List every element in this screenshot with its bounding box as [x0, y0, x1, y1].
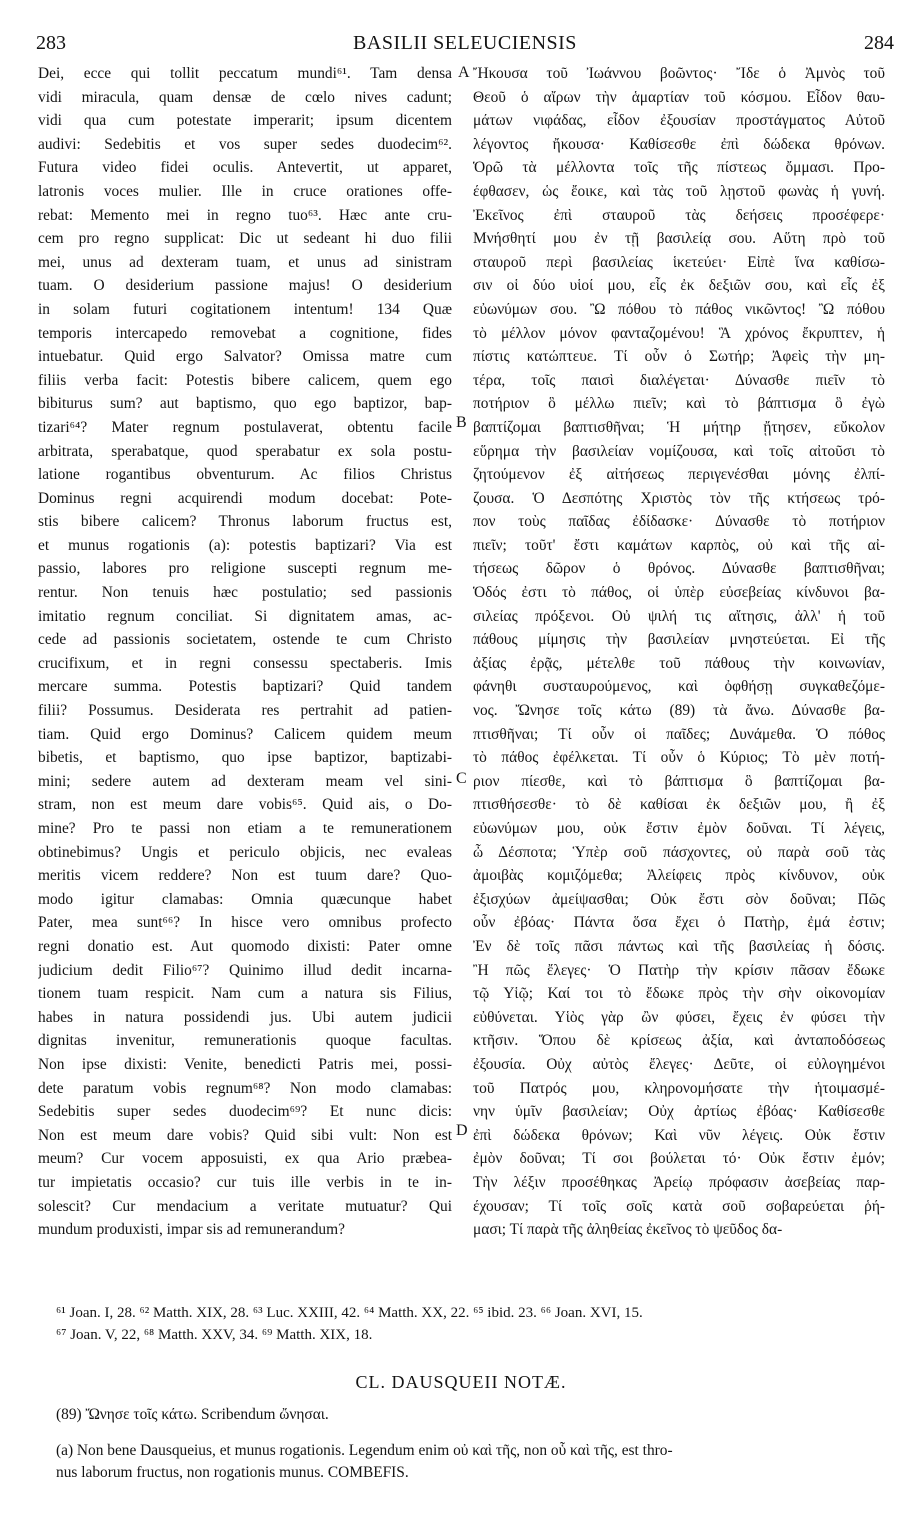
greek-text-line: ἐπὶ δώδεκα θρόνων; Καὶ νῦν λέγεις. Οὐκ ἔστιν	[473, 1126, 885, 1144]
latin-text-line: mundum produxisti, impar sis ad remunerandum?	[38, 1221, 345, 1239]
greek-text-line: Ὁδός ἐστι τὸ πάθος, οἱ ὑπὲρ εὐσεβείας κίνδυνοι βα-	[473, 584, 885, 602]
greek-text-line: πίστις κατώπτευε. Τί οὖν ὁ Σωτήρ; Ἀφεὶς τὴν μη-	[473, 348, 885, 366]
latin-text-line: in solam futuri cogitationem intentum! 134 Quæ	[38, 300, 452, 318]
latin-text-line: stis bibere calicem? Thronus laborum fructus est,	[38, 513, 452, 531]
footnote-line: ⁶⁷ Joan. V, 22, ⁶⁸ Matth. XXV, 34. ⁶⁹ Matth. XIX, 18.	[56, 1327, 373, 1343]
latin-text-line: dignitas invenitur, remunerationis quoque facultas.	[38, 1032, 452, 1050]
greek-text-line: ἀμοιβὰς κομιζόμεθα; Ἀλείφεις πρὸς κίνδυνον, οὐκ	[473, 867, 885, 885]
latin-text-line: Non ipse dixisti: Venite, benedicti Patris mei, possi-	[38, 1055, 452, 1073]
latin-text-line: Sedebitis super sedes duodecim⁶⁹? Et nunc dicis:	[38, 1103, 452, 1121]
greek-text-line: σιλείας πρόξενοι. Οὐ ψιλή τις αἴτησις, ἀλλ' ἡ τοῦ	[473, 607, 885, 625]
greek-text-line: τὸ μέλλον μόνον φανταζομένου! Ἃ χρόνος ἔκρυπτεν, ἡ	[473, 324, 885, 342]
greek-text-line: εὐωνύμων σου. Ὢ πόθου τὸ πάθος νικῶντος! Ὢ πόθου	[473, 300, 885, 318]
latin-text-line: Non est meum dare vobis? Quid sibi vult: Non est	[38, 1126, 452, 1144]
section-marker-b: B	[456, 414, 467, 431]
greek-text-line: τὸ πάθος ἐφέλκεται. Τί οὖν ὁ Κύριος; Τὸ μὲν ποτή-	[473, 749, 885, 767]
latin-text-line: vidi miracula, quam densæ de cœlo nives cadunt;	[38, 88, 452, 106]
latin-text-line: cem pro regno supplicat: Dic ut sedeant hi duo filii	[38, 230, 452, 248]
latin-text-line: cede ad passionis societatem, ostende te cum Christo	[38, 631, 452, 649]
greek-text-line: φάνηθι συσταυρούμενος, καὶ ὀφθήσῃ συγκαθεζόμε-	[473, 678, 885, 696]
greek-text-line: βαπτίζομαι βαπτισθῆναι; Ἡ μήτηρ ᾔτησεν, εὔκολον	[473, 418, 885, 436]
latin-text-line: imitatio regnum conciliat. Si dignitatem amas, ac-	[38, 607, 452, 625]
greek-text-line: τέρα, τοῖς παισὶ διαλέγεται· Δύνασθε πιεῖν τὸ	[473, 371, 885, 389]
latin-text-line: mercare summa. Potestis baptizari? Quid tandem	[38, 678, 452, 696]
section-marker-c: C	[456, 770, 467, 787]
page-number-right: 284	[864, 32, 894, 54]
greek-text-line: σιν οἱ δύο υἱοί μου, εἷς ἐκ δεξιῶν σου, καὶ εἷς ἐξ	[473, 277, 885, 295]
latin-text-line: audivi: Sedebitis et vos super sedes duodecim⁶².	[38, 135, 452, 153]
greek-text-line: τήσεως δῶρον ὁ θρόνος. Δύνασθε βαπτισθῆναι;	[473, 560, 885, 578]
note-a-line: nus laborum fructus, non rogationis munus. COMBEFIS.	[56, 1464, 409, 1481]
greek-text-line: πιεῖν; τοῦτ' ἔστι καμάτων καρπὸς, οὐ καὶ τῆς αἰ-	[473, 536, 885, 554]
latin-text-line: temporis intercapedo removebat a cognitione, fides	[38, 324, 452, 342]
latin-text-line: rentur. Non tenuis hæc postulatio; sed passionis	[38, 584, 452, 602]
latin-text-line: dete paratum vobis regnum⁶⁸? Non modo clamabas:	[38, 1079, 452, 1097]
latin-text-line: arbitrata, sperabatque, quod sperabatur ex sola postu-	[38, 442, 452, 460]
greek-text-line: ριον πίεσθε, καὶ τὸ βάπτισμα ὃ βαπτίζομαι βα-	[473, 772, 885, 790]
greek-text-line: ἐξουσία. Οὐχ αὐτὸς ἔλεγες· Δεῦτε, οἱ εὐλογημένοι	[473, 1055, 885, 1073]
greek-text-line: Θεοῦ ὁ αἴρων τὴν ἁμαρτίαν τοῦ κόσμου. Εἶδον θαυ-	[473, 88, 885, 106]
latin-text-line: latronis voces mulier. Ille in cruce orationes offe-	[38, 182, 452, 200]
notes-title: CL. DAUSQUEII NOTÆ.	[355, 1372, 567, 1392]
footnotes	[56, 1302, 896, 1346]
latin-text-line: latione rogantibus obventurum. Ac filios Christus	[38, 466, 452, 484]
greek-text-line: Ἢ πῶς ἔλεγες· Ὁ Πατὴρ τὴν κρίσιν πᾶσαν ἔδωκε	[473, 961, 885, 979]
latin-text-line: tizari⁶⁴? Mater regnum postulaverat, obtentu facile	[38, 418, 452, 436]
greek-text-line: Μνήσθητί μου ἐν τῇ βασιλείᾳ σου. Αὕτη πρὸ τοῦ	[473, 230, 885, 248]
greek-text-line: ὦ Δέσποτα; Ὑπὲρ σοῦ πάσχοντες, οὐ παρὰ σοῦ τὰς	[473, 843, 885, 861]
running-header	[36, 32, 894, 58]
greek-text-line: λέγοντος ἤκουσα· Καθίσεσθε ἐπὶ δώδεκα θρόνων.	[473, 135, 885, 153]
latin-text-line: Pater, mea sunt⁶⁶? In hisce vero omnibus profecto	[38, 914, 452, 932]
latin-text-line: Dominus regni acquirendi modum docebat: Pote-	[38, 489, 452, 507]
greek-text-line: πτισθῆναι; Τί οὖν οἱ παῖδες; Δυνάμεθα. Ὁ πόθος	[473, 725, 885, 743]
greek-text-line: πον τοὺς παῖδας ἐδίδασκε· Δύνασθε τὸ ποτήριον	[473, 513, 885, 531]
greek-text-line: νος. Ὤνησε τοῖς κάτω (89) τὰ ἄνω. Δύνασθε βα-	[473, 702, 885, 720]
greek-text-line: μασι; Τί παρὰ τῆς ἀληθείας ἐκεῖνος τὸ ψεῦδος δα-	[473, 1221, 783, 1239]
latin-text-line: filii? Possumus. Desiderata res pertrahit ad patien-	[38, 702, 452, 720]
latin-text-line: solescit? Cur mendacium a veritate mutuatur? Qui	[38, 1197, 452, 1215]
latin-text-line: meritis vicem reddere? Non est tuum dare? Quo-	[38, 867, 452, 885]
greek-text-line: οὖν ἐβόας· Πάντα ὅσα ἔχει ὁ Πατὴρ, ἐμά ἐστιν;	[473, 914, 885, 932]
section-marker-a: A	[458, 64, 470, 81]
latin-text-line: intuebatur. Quid ergo Salvator? Omissa matre cum	[38, 348, 452, 366]
latin-text-line: habes in natura possidendi jus. Ubi autem judicii	[38, 1008, 452, 1026]
note-89-text: (89) Ὤνησε τοῖς κάτω. Scribendum ὤνησαι.	[56, 1406, 329, 1423]
greek-text-line: ζητούμενον ἐξ αἰτήσεως περιγενέσθαι μόνης ἐλπί-	[473, 466, 885, 484]
latin-text-line: bibetis, et baptismo, quo ipse baptizor, baptizabi-	[38, 749, 452, 767]
latin-text-line: tionem tuam respicit. Nam cum a natura sis Filius,	[38, 985, 452, 1003]
latin-text-line: meum? Cur vocem apposuisti, ex qua Ario præbea-	[38, 1150, 452, 1168]
greek-text-line: Ὁρῶ τὰ μέλλοντα τοῖς τῆς πίστεως ὄμμασι. Προ-	[473, 159, 885, 177]
latin-text-line: mini; sedere autem ad dexteram meam vel sini-	[38, 772, 452, 790]
greek-text-line: ἐξισχύων ἀμείψασθαι; Οὐκ ἔστι σὸν δοῦναι; Πῶς	[473, 890, 885, 908]
section-marker-d: D	[456, 1122, 468, 1139]
latin-text-line: judicium dedit Filio⁶⁷? Quinimo illud dedit incarna-	[38, 961, 452, 979]
latin-text-line: mei, unus ad dexteram tuam, et unus ad sinistram	[38, 253, 452, 271]
latin-text-line: Dei, ecce qui tollit peccatum mundi⁶¹. Tam densa	[38, 65, 452, 82]
greek-text-line: έχουσαν; Τί τοῖς σοῖς κατὰ σοῦ σοβαρεύεται ῥή-	[473, 1197, 885, 1215]
latin-text-line: stram, non est meum dare vobis⁶⁵. Quid ais, o Do-	[38, 796, 452, 814]
greek-text-line: Ἤκουσα τοῦ Ἰωάννου βοῶντος· Ἴδε ὁ Ἀμνὸς τοῦ	[473, 65, 885, 82]
greek-text-line: κτῆσιν. Ὅπου δὲ κρίσεως ἀξία, καὶ ἀνταποδόσεως	[473, 1032, 885, 1050]
latin-text-line: crucifixum, et in regni consessu spectaberis. Imis	[38, 654, 452, 672]
latin-text-line: tuam. O desiderium passione majus! O desiderium	[38, 277, 452, 295]
latin-text-line: mine? Pro te passi non etiam a te remunerationem	[38, 820, 452, 837]
greek-text-line: μάτων νιφάδας, εἶδον ἐξουσίαν προστάγματος Αὐτοῦ	[473, 112, 885, 130]
note-a	[56, 1440, 886, 1484]
greek-text-line: πάθους μίμησις τὴν βασιλείαν μνηστεύεται. Εἰ τῆς	[473, 631, 885, 649]
greek-text-line: εὐωνύμων μου, οὐκ ἔστιν ἐμὸν δοῦναι. Τί λέγεις,	[473, 820, 885, 837]
greek-column	[473, 62, 885, 1242]
greek-text-line: έφθασεν, ὡς ἔοικε, καὶ τὰς τοῦ λῃστοῦ φωνὰς ἡ γυνή.	[473, 182, 885, 200]
latin-text-line: et munus rogationis (a): potestis baptizari? Via est	[38, 536, 452, 554]
greek-text-line: νην ὑμῖν βασιλείαν; Οὐχ ἀρτίως ἐβόας· Καθίσεσθε	[473, 1103, 885, 1121]
latin-text-line: bibiturus sum? aut baptismo, quo ego baptizor, bap-	[38, 395, 452, 413]
page-number-left: 283	[36, 32, 66, 54]
latin-text-line: Futura video fidei oculis. Antevertit, ut apparet,	[38, 159, 452, 177]
greek-text-line: τοῦ Πατρός μου, κληρονομήσατε τὴν ἡτοιμασμέ-	[473, 1079, 885, 1097]
latin-text-line: tur impietatis occasio? cur tuis ille verbis in te in-	[38, 1173, 452, 1191]
note-a-line: (a) Non bene Dausqueius, et munus rogationis. Legendum enim οὐ καὶ τῆς, non οὗ καὶ τῆς, est thro-	[56, 1442, 673, 1459]
latin-text-line: filiis verba facit: Potestis bibere calicem, quem ego	[38, 371, 452, 389]
greek-text-line: πτισθήσεσθε· τὸ δὲ καθίσαι ἐκ δεξιῶν μου, ἢ ἐξ	[473, 796, 885, 814]
latin-text-line: rebat: Memento mei in regno tuo⁶³. Hæc ante cru-	[38, 206, 452, 224]
greek-text-line: ζουσα. Ὁ Δεσπότης Χριστὸς τὸν τῆς κτήσεως τρό-	[473, 489, 885, 507]
greek-text-line: Ἐκεῖνος ἐπὶ σταυροῦ τὰς δεήσεις προσέφερε·	[473, 206, 885, 224]
greek-text-line: ποτήριον ὃ μέλλω πιεῖν; καὶ τὸ βάπτισμα ὃ ἐγὼ	[473, 395, 885, 413]
latin-text-line: obtinebimus? Ungis et periculo objicis, nec evaleas	[38, 843, 452, 861]
note-89	[56, 1404, 886, 1426]
latin-column	[38, 62, 452, 1242]
greek-text-line: ἀξίας ἐρᾷς, μέτελθε τοῦ πάθους τὴν κοινωνίαν,	[473, 654, 885, 672]
greek-text-line: εὐθύνεται. Υἱὸς γὰρ ὢν φύσει, ἔχεις ἐν φύσει τὴν	[473, 1008, 885, 1026]
latin-text-line: regni donatio est. Aut quomodo dixisti: Pater omne	[38, 937, 452, 955]
greek-text-line: τῷ Υἱῷ; Καί τοι τὸ ἔδωκε πρὸς τὴν σὴν οἰκονομίαν	[473, 985, 885, 1003]
latin-text-line: vidi qua cum potestate imperarit; ipsum dicentem	[38, 112, 452, 130]
greek-text-line: ἐμὸν δοῦναι; Τί σοι βούλεται τό· Οὐκ ἔστιν ἐμόν;	[473, 1150, 885, 1168]
latin-text-line: tiam. Quid ergo Dominus? Calicem quidem meum	[38, 725, 452, 743]
latin-text-line: modo igitur clamabas: Omnia quæcunque habet	[38, 890, 452, 908]
greek-text-line: σταυροῦ περὶ βασιλείας ἱκετεύει· Εἰπὲ ἵνα καθίσω-	[473, 253, 885, 271]
running-title: BASILII SELEUCIENSIS	[353, 32, 577, 54]
footnote-line: ⁶¹ Joan. I, 28. ⁶² Matth. XIX, 28. ⁶³ Luc. XXIII, 42. ⁶⁴ Matth. XX, 22. ⁶⁵ ibid. 23. ⁶⁶ Joan. XVI, 15.	[56, 1305, 643, 1321]
greek-text-line: Ἐν δὲ τοῖς πᾶσι πάντως καὶ τῆς βασιλείας ἡ δόσις.	[473, 937, 885, 955]
greek-text-line: Τὴν λέξιν προσέθηκας Ἀρείῳ πρόφασιν ἀσεβείας παρ-	[473, 1173, 885, 1191]
greek-text-line: εὕρημα τὴν βασιλείαν νομίζουσα, καὶ τοῖς αἰτοῦσι τὸ	[473, 442, 885, 460]
latin-text-line: passio, labores pro religione suscepti regnum me-	[38, 560, 452, 578]
